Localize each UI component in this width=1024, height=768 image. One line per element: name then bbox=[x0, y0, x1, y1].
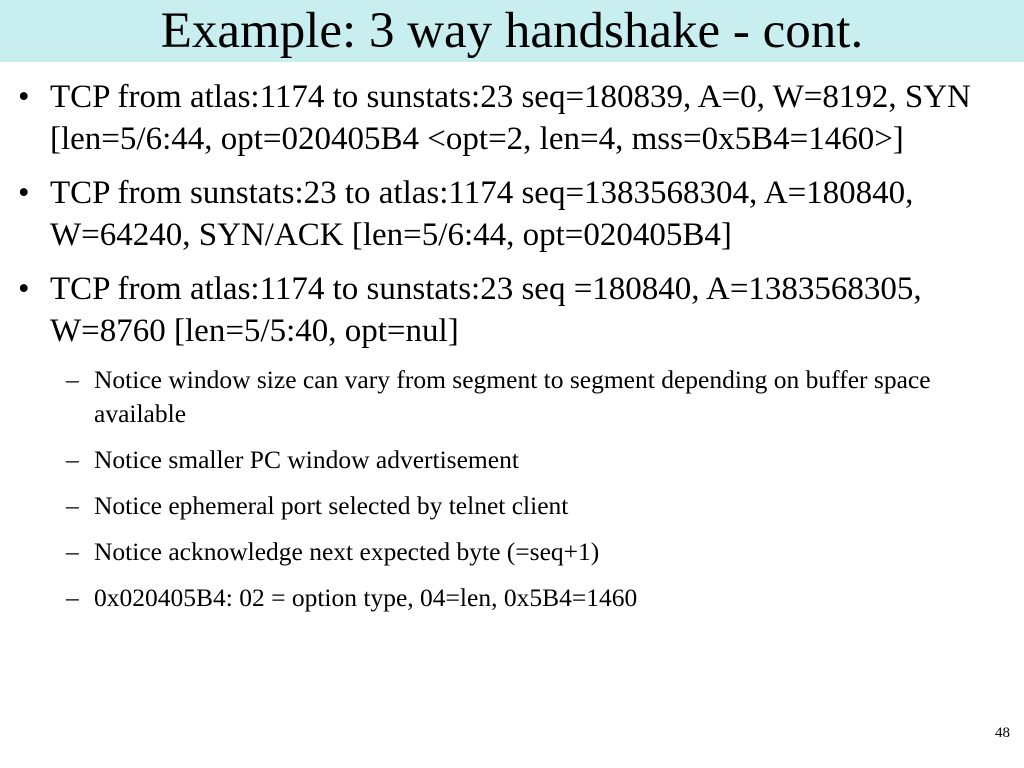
page-number: 48 bbox=[995, 725, 1010, 741]
sub-bullet-marker: – bbox=[66, 445, 79, 474]
sub-bullet-item bbox=[0, 443, 1024, 477]
slide-content bbox=[0, 76, 1024, 627]
bullet-text: TCP from atlas:1174 to sunstats:23 seq=180839, A=0, W=8192, SYN [len=5/6:44, opt=020405B4 <opt=2, len=4, mss=0x5B4=1460>] bbox=[50, 79, 971, 157]
bullet-item bbox=[0, 268, 1024, 352]
sub-bullet-marker: – bbox=[66, 365, 79, 394]
bullet-marker: • bbox=[18, 79, 30, 115]
sub-bullet-item bbox=[0, 535, 1024, 569]
bullet-text: TCP from atlas:1174 to sunstats:23 seq =180840, A=1383568305, W=8760 [len=5/5:40, opt=nul] bbox=[50, 271, 922, 349]
slide-title: Example: 3 way handshake - cont. bbox=[160, 3, 864, 59]
sub-bullet-text: Notice ephemeral port selected by telnet client bbox=[94, 491, 569, 520]
bullet-marker: • bbox=[18, 271, 30, 307]
sub-bullet-marker: – bbox=[66, 537, 79, 566]
sub-bullet-marker: – bbox=[66, 583, 79, 612]
sub-bullet-text: Notice smaller PC window advertisement bbox=[94, 445, 519, 474]
sub-bullet-item bbox=[0, 581, 1024, 615]
bullet-item bbox=[0, 172, 1024, 256]
bullet-marker: • bbox=[18, 175, 30, 211]
sub-bullet-list bbox=[0, 363, 1024, 615]
sub-bullet-item bbox=[0, 489, 1024, 523]
sub-bullet-marker: – bbox=[66, 491, 79, 520]
sub-bullet-text: Notice acknowledge next expected byte (=seq+1) bbox=[94, 537, 600, 566]
bullet-text: TCP from sunstats:23 to atlas:1174 seq=1383568304, A=180840, W=64240, SYN/ACK [len=5/6:44, opt=020405B4] bbox=[50, 175, 914, 253]
sub-bullet-text: 0x020405B4: 02 = option type, 04=len, 0x5B4=1460 bbox=[94, 583, 638, 612]
bullet-item bbox=[0, 76, 1024, 160]
sub-bullet-item bbox=[0, 363, 1024, 431]
sub-bullet-text: Notice window size can vary from segment to segment depending on buffer space available bbox=[94, 365, 931, 428]
